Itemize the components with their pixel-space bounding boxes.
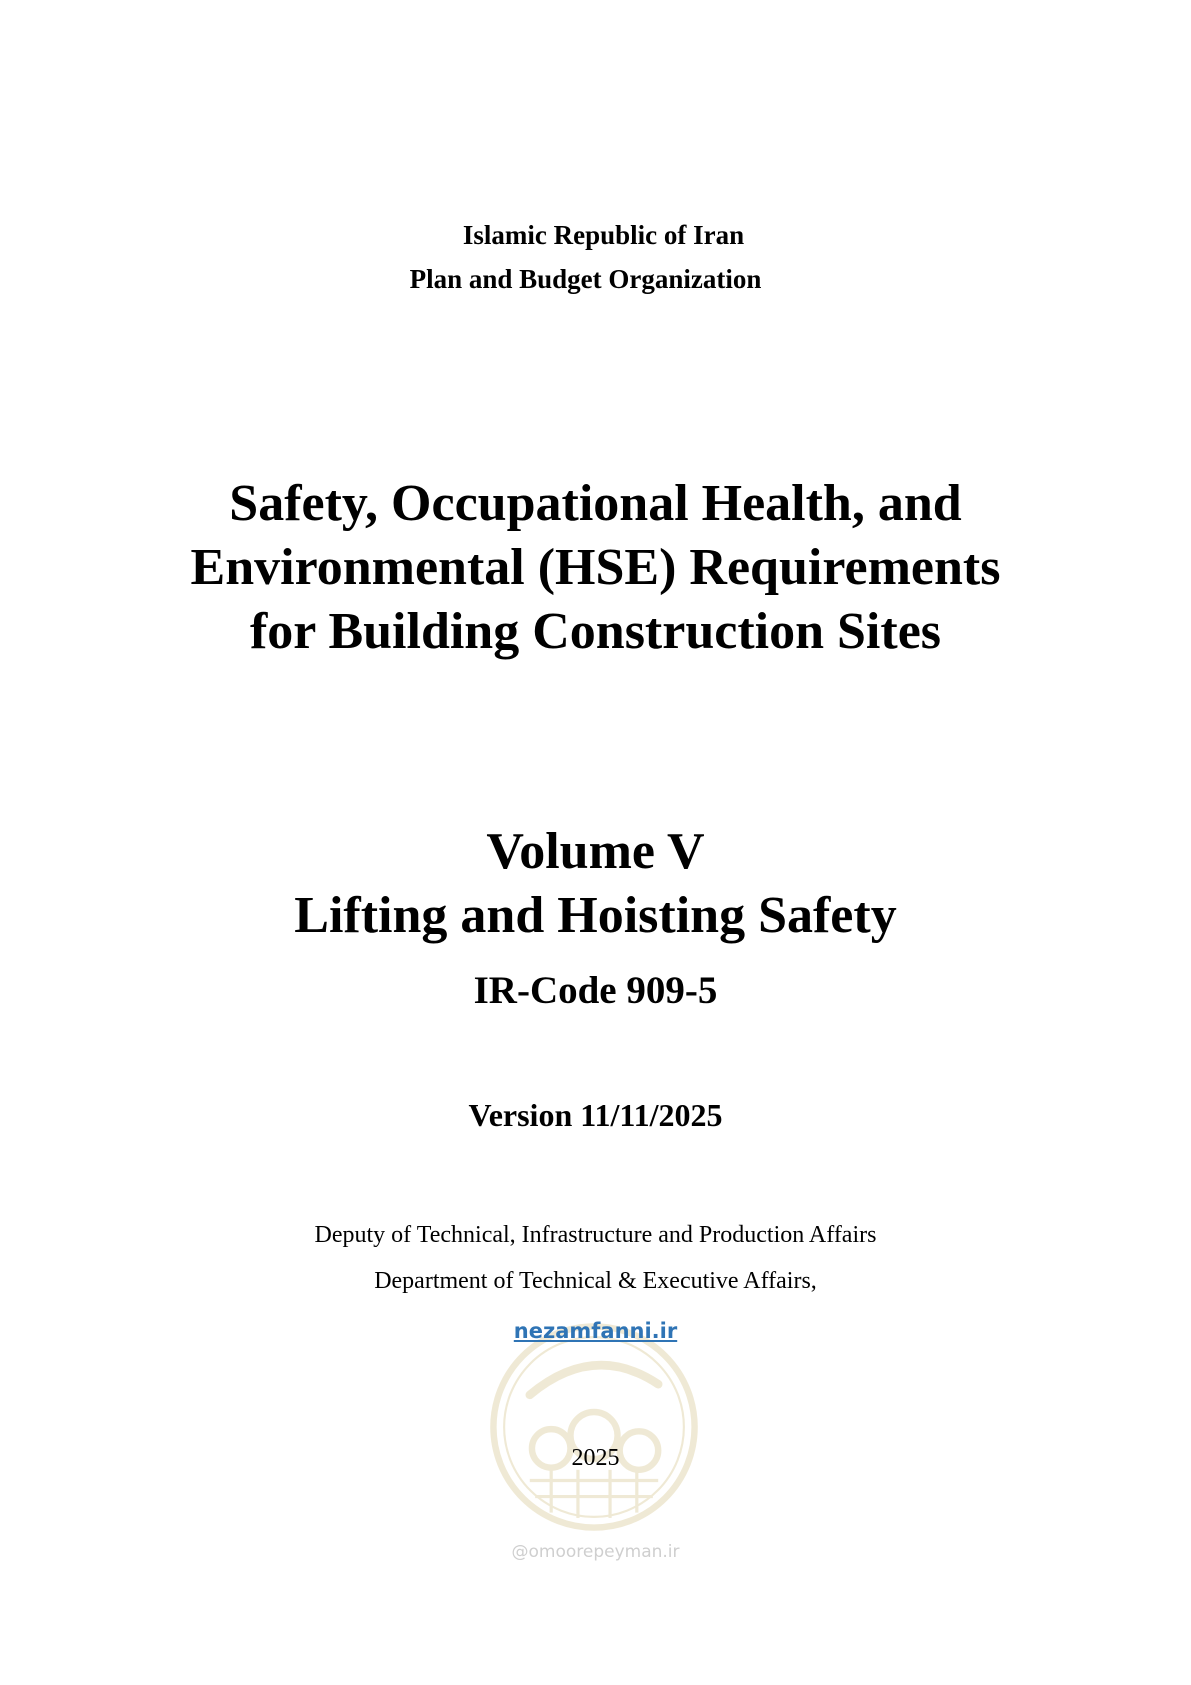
department-block	[0, 1212, 1191, 1304]
organization-name: Plan and Budget Organization	[409, 264, 762, 294]
deputy-name: Deputy of Technical, Infrastructure and Production Affairs	[314, 1222, 877, 1248]
volume-number: Volume V	[486, 823, 705, 880]
publication-year: 2025	[571, 1445, 620, 1471]
department-name: Department of Technical & Executive Affairs,	[374, 1268, 817, 1294]
watermark-seal-icon	[487, 1320, 701, 1534]
volume-title: Lifting and Hoisting Safety	[294, 887, 897, 944]
version-label: Version 11/11/2025	[468, 1097, 723, 1133]
website-link[interactable]: nezamfanni.ir	[513, 1319, 678, 1343]
document-title	[0, 472, 1191, 664]
volume-heading	[0, 820, 1191, 948]
watermark-handle: @omoorepeyman.ir	[511, 1542, 680, 1562]
title-line-3: for Building Construction Sites	[249, 603, 942, 660]
ir-code: IR-Code 909-5	[473, 969, 718, 1012]
title-line-2: Environmental (HSE) Requirements	[190, 539, 1001, 596]
issuing-organization	[0, 213, 1191, 301]
title-line-1: Safety, Occupational Health, and	[229, 475, 962, 532]
country-name: Islamic Republic of Iran	[462, 220, 745, 250]
